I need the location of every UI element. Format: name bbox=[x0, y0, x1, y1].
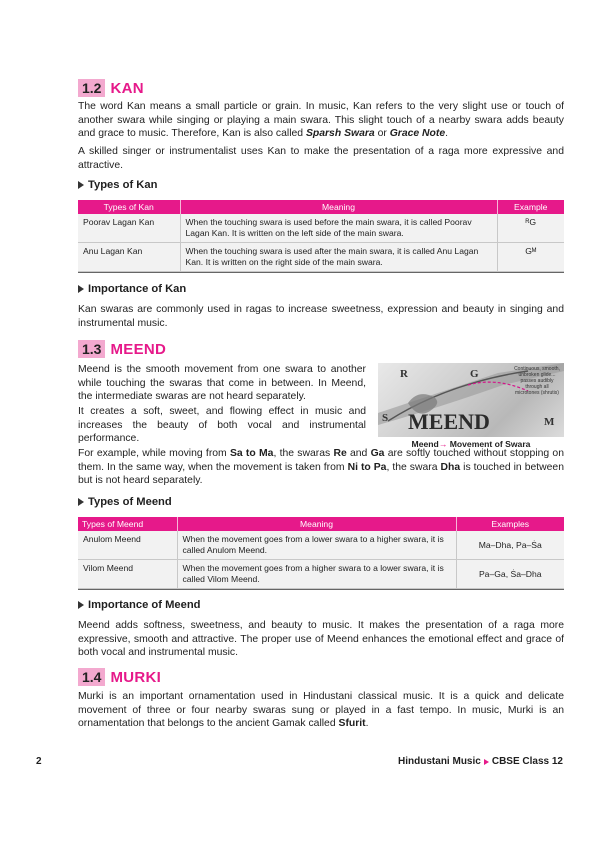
table-cell: When the movement goes from a higher swara to a lower swara, it is called Vilom Meend. bbox=[177, 560, 456, 589]
section-number: 1.2 bbox=[78, 79, 105, 97]
page-number: 2 bbox=[36, 756, 42, 767]
class-label: CBSE Class 12 bbox=[491, 756, 563, 767]
caption-rest: Movement of Swara bbox=[447, 439, 531, 449]
table-row bbox=[78, 214, 564, 243]
footer-triangle-icon bbox=[484, 759, 489, 765]
subheading-importance-of-meend bbox=[78, 599, 201, 611]
table-header: Types of Meend bbox=[78, 517, 177, 531]
term-grace-note: Grace Note bbox=[389, 128, 446, 140]
term-sfurit: Sfurit bbox=[338, 718, 366, 730]
meend-table-wrapper bbox=[78, 517, 564, 590]
table-cell: When the movement goes from a lower swara to a higher swara, it is called Anulom Meend. bbox=[177, 531, 456, 560]
figure-letter-m: M bbox=[544, 416, 555, 428]
meend-illustration bbox=[378, 363, 564, 437]
meend-types-table bbox=[78, 517, 564, 589]
section-title: MEEND bbox=[110, 340, 167, 358]
caption-term: Meend bbox=[411, 439, 439, 449]
table-header: Meaning bbox=[177, 517, 456, 531]
table-header: Examples bbox=[456, 517, 564, 531]
section-number: 1.4 bbox=[78, 668, 105, 686]
table-cell: When the touching swara is used after the main swara, it is called Anu Lagan Kan. It is written on the right side of the main swara. bbox=[180, 243, 497, 272]
table-header-row bbox=[78, 200, 564, 214]
text-run: Murki is an important ornamentation used in Hindustani classical music. It is a quick and delicate movement of three or four nearby swaras sung or played in a fast tempo. In music, Murki is an ornamentation that belongs to the ancient Gamak called bbox=[78, 691, 564, 730]
text-run: . bbox=[445, 128, 449, 140]
murki-paragraph bbox=[78, 690, 564, 731]
table-row bbox=[78, 531, 564, 560]
section-number: 1.3 bbox=[78, 340, 105, 358]
subheading-label: Types of Kan bbox=[88, 179, 158, 191]
text-run: or bbox=[374, 128, 390, 140]
book-title: Hindustani Music bbox=[398, 756, 481, 767]
bullet-triangle-icon bbox=[78, 601, 84, 609]
table-cell: Ma–Dha, Pa–Ṡa bbox=[456, 531, 564, 560]
arrow-right-icon: → bbox=[438, 439, 448, 449]
table-cell: Anu Lagan Kan bbox=[78, 243, 180, 272]
kan-importance-paragraph: Kan swaras are commonly used in ragas to increase sweetness, expression and beauty in singing and instrumental music. bbox=[78, 304, 564, 329]
meend-intro-paragraph: Meend is the smooth movement from one swara to another while touching the swaras that come in between. In Meend, the intermediate swaras are not heard separately. bbox=[78, 364, 366, 403]
emphasis-ga: Ga bbox=[370, 448, 385, 459]
subheading-label: Importance of Meend bbox=[88, 599, 201, 611]
kan-types-table bbox=[78, 200, 564, 272]
meend-importance-paragraph: Meend adds softness, sweetness, and beauty to music. It makes the presentation of a raga more expressive, smooth and attractive. The proper use of Meend enhances the emotional effect and grace of both vocal and instrumental music. bbox=[78, 620, 564, 659]
text-run: is touched in between but is not heard separately. bbox=[78, 461, 564, 487]
running-footer bbox=[398, 756, 563, 767]
section-heading-meend bbox=[78, 340, 166, 358]
emphasis-re: Re bbox=[333, 448, 347, 459]
text-run: , the swara bbox=[386, 461, 441, 473]
term-sparsh-swara: Sparsh Swara bbox=[305, 128, 375, 140]
table-cell: Gᴹ bbox=[497, 243, 564, 272]
table-cell: Poorav Lagan Kan bbox=[78, 214, 180, 243]
subheading-label: Types of Meend bbox=[88, 496, 172, 508]
kan-second-paragraph: A skilled singer or instrumentalist uses Kan to make the presentation of a raga more expressive and attractive. bbox=[78, 146, 564, 171]
text-run: are softly touched without stopping on them. In the same way, when the movement is taken from bbox=[78, 448, 564, 473]
section-heading-murki bbox=[78, 668, 161, 686]
figure-note: Continuous, smooth, unbroken glide... passes audibly through all microtones (shrutis) bbox=[514, 366, 560, 396]
section-title: KAN bbox=[110, 79, 144, 97]
subheading-types-of-kan bbox=[78, 179, 157, 191]
subheading-label: Importance of Kan bbox=[88, 283, 187, 295]
subheading-types-of-meend bbox=[78, 496, 172, 508]
figure-letter-s: S bbox=[382, 412, 389, 424]
table-cell: Pa–Ga, Ṡa–Dha bbox=[456, 560, 564, 589]
figure-letter-g: G bbox=[470, 368, 479, 380]
text-run: . bbox=[365, 718, 369, 730]
text-run: For example, while moving from bbox=[78, 448, 230, 459]
text-run: The word Kan means a small particle or grain. In music, Kan refers to the very slight use or touch of another swara while singing or playing a main swara. This slight touch of a nearby swara adds beauty and grace to music. Therefore, Kan is also called bbox=[78, 101, 564, 140]
table-row bbox=[78, 560, 564, 589]
emphasis-dha: Dha bbox=[440, 461, 461, 473]
table-cell: Vilom Meend bbox=[78, 560, 177, 589]
emphasis-sa-to-ma: Sa to Ma bbox=[229, 448, 274, 459]
table-cell: Anulom Meend bbox=[78, 531, 177, 560]
bullet-triangle-icon bbox=[78, 285, 84, 293]
table-header: Meaning bbox=[180, 200, 497, 214]
kan-intro-paragraph bbox=[78, 100, 564, 141]
text-run: and bbox=[346, 448, 371, 459]
text-run: , the swaras bbox=[273, 448, 334, 459]
table-header: Example bbox=[497, 200, 564, 214]
meend-second-paragraph: It creates a soft, sweet, and flowing effect in music and increases the beauty of both vocal and instrumental performance. bbox=[78, 406, 366, 445]
table-header: Types of Kan bbox=[78, 200, 180, 214]
meend-figure bbox=[378, 363, 564, 449]
kan-table-wrapper bbox=[78, 200, 564, 273]
table-header-row bbox=[78, 517, 564, 531]
figure-word: MEEND bbox=[408, 409, 490, 434]
subheading-importance-of-kan bbox=[78, 283, 186, 295]
table-row bbox=[78, 243, 564, 272]
bullet-triangle-icon bbox=[78, 181, 84, 189]
section-heading-kan bbox=[78, 79, 144, 97]
emphasis-ni-to-pa: Ni to Pa bbox=[347, 461, 387, 473]
figure-letter-r: R bbox=[400, 368, 408, 380]
bullet-triangle-icon bbox=[78, 498, 84, 506]
table-cell: When the touching swara is used before the main swara, it is called Poorav Lagan Kan. It is written on the left side of the main swara. bbox=[180, 214, 497, 243]
meend-example-paragraph bbox=[78, 447, 564, 488]
section-title: MURKI bbox=[110, 668, 162, 686]
table-cell: ᴿG bbox=[497, 214, 564, 243]
